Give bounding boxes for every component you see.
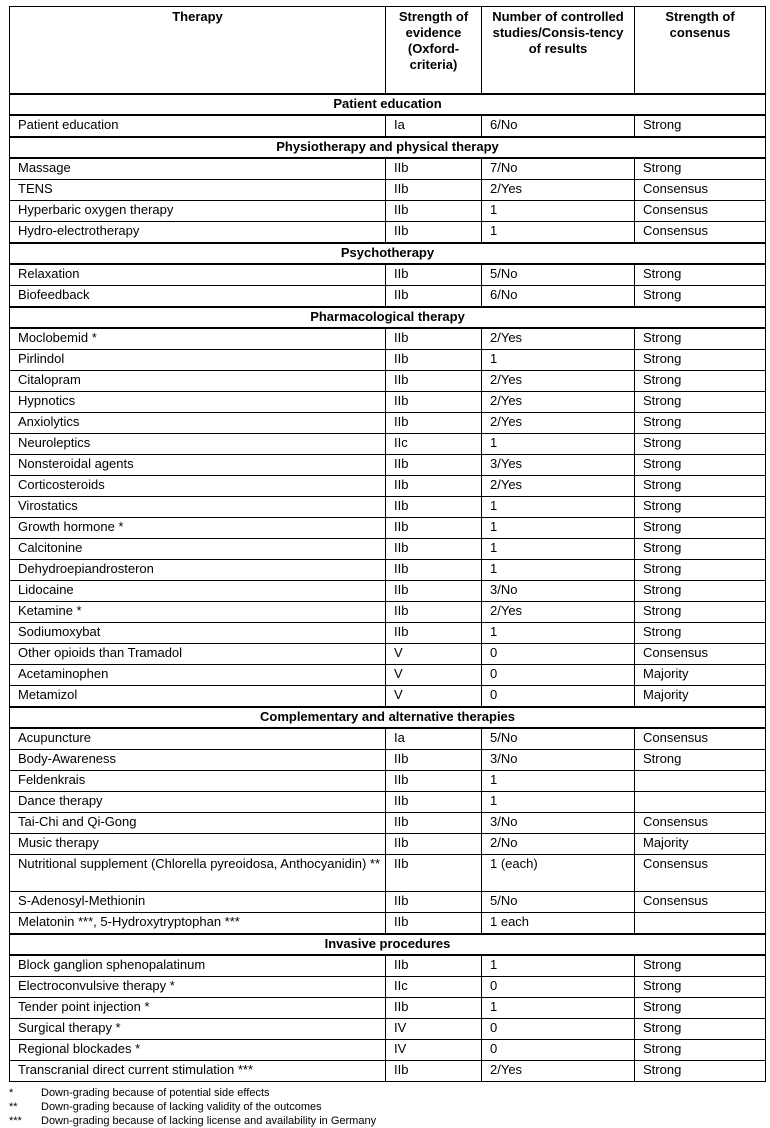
studies-cell: 2/Yes xyxy=(482,371,635,392)
evidence-cell: IIb xyxy=(386,834,482,855)
section-title: Pharmacological therapy xyxy=(10,307,766,328)
section-header-row xyxy=(10,243,766,264)
table-row xyxy=(10,264,766,286)
table-row xyxy=(10,476,766,497)
section-title: Psychotherapy xyxy=(10,243,766,264)
evidence-cell: IIb xyxy=(386,998,482,1019)
evidence-cell: Ia xyxy=(386,728,482,750)
consensus-cell: Consensus xyxy=(635,728,766,750)
table-row xyxy=(10,686,766,708)
studies-cell: 1 xyxy=(482,623,635,644)
therapy-cell: Biofeedback xyxy=(10,286,386,308)
evidence-cell: IIb xyxy=(386,813,482,834)
therapy-cell: Transcranial direct current stimulation *** xyxy=(10,1061,386,1082)
therapy-cell: Massage xyxy=(10,158,386,180)
consensus-cell: Strong xyxy=(635,623,766,644)
studies-cell: 1 xyxy=(482,771,635,792)
table-row xyxy=(10,180,766,201)
table-row xyxy=(10,455,766,476)
evidence-cell: IIb xyxy=(386,371,482,392)
evidence-cell: IIb xyxy=(386,392,482,413)
table-row xyxy=(10,1061,766,1082)
therapy-cell: Dehydroepiandrosteron xyxy=(10,560,386,581)
evidence-cell: IIb xyxy=(386,201,482,222)
table-row xyxy=(10,913,766,935)
table-row xyxy=(10,665,766,686)
evidence-cell: IIb xyxy=(386,413,482,434)
therapy-cell: Anxiolytics xyxy=(10,413,386,434)
evidence-cell: IV xyxy=(386,1019,482,1040)
footnote xyxy=(9,1100,765,1114)
consensus-cell: Strong xyxy=(635,1019,766,1040)
studies-cell: 5/No xyxy=(482,264,635,286)
table-row xyxy=(10,602,766,623)
studies-cell: 0 xyxy=(482,1040,635,1061)
consensus-cell: Strong xyxy=(635,434,766,455)
consensus-cell: Strong xyxy=(635,264,766,286)
footnote-mark: * xyxy=(9,1087,14,1099)
evidence-cell: IIb xyxy=(386,913,482,935)
table-row xyxy=(10,813,766,834)
evidence-cell: IIb xyxy=(386,623,482,644)
studies-cell: 0 xyxy=(482,686,635,708)
consensus-cell: Consensus xyxy=(635,201,766,222)
consensus-cell: Strong xyxy=(635,602,766,623)
studies-cell: 1 xyxy=(482,518,635,539)
therapy-cell: Neuroleptics xyxy=(10,434,386,455)
studies-cell: 2/Yes xyxy=(482,328,635,350)
table-row xyxy=(10,158,766,180)
table-row xyxy=(10,539,766,560)
studies-cell: 1 xyxy=(482,434,635,455)
consensus-cell: Strong xyxy=(635,560,766,581)
evidence-cell: IIb xyxy=(386,264,482,286)
therapy-cell: Citalopram xyxy=(10,371,386,392)
section-header-row xyxy=(10,137,766,158)
evidence-cell: V xyxy=(386,665,482,686)
therapy-cell: Block ganglion sphenopalatinum xyxy=(10,955,386,977)
table-row xyxy=(10,644,766,665)
evidence-cell: IIc xyxy=(386,434,482,455)
consensus-cell: Majority xyxy=(635,834,766,855)
studies-cell: 1 xyxy=(482,998,635,1019)
studies-cell: 1 xyxy=(482,497,635,518)
header-strength-of-consensus: Strength of consenus xyxy=(635,7,766,95)
therapy-cell: Moclobemid * xyxy=(10,328,386,350)
therapy-cell: Music therapy xyxy=(10,834,386,855)
evidence-cell: IIb xyxy=(386,476,482,497)
therapy-cell: Lidocaine xyxy=(10,581,386,602)
table-row xyxy=(10,955,766,977)
section-header-row xyxy=(10,307,766,328)
studies-cell: 2/Yes xyxy=(482,413,635,434)
table-row xyxy=(10,392,766,413)
consensus-cell: Strong xyxy=(635,455,766,476)
evidence-cell: IIb xyxy=(386,455,482,476)
table-row xyxy=(10,792,766,813)
therapy-cell: Calcitonine xyxy=(10,539,386,560)
table-row xyxy=(10,855,766,892)
evidence-cell: IIc xyxy=(386,977,482,998)
table-row xyxy=(10,560,766,581)
studies-cell: 2/Yes xyxy=(482,180,635,201)
therapy-cell: Tai-Chi and Qi-Gong xyxy=(10,813,386,834)
footnote-mark: *** xyxy=(9,1115,22,1127)
consensus-cell xyxy=(635,792,766,813)
footnote-text: Down-grading because of lacking license and availability in Germany xyxy=(41,1115,377,1127)
consensus-cell: Strong xyxy=(635,581,766,602)
therapy-cell: Growth hormone * xyxy=(10,518,386,539)
consensus-cell: Consensus xyxy=(635,222,766,244)
evidence-cell: IIb xyxy=(386,602,482,623)
therapy-cell: Patient education xyxy=(10,115,386,137)
evidence-cell: IIb xyxy=(386,180,482,201)
consensus-cell: Strong xyxy=(635,1040,766,1061)
therapy-cell: Other opioids than Tramadol xyxy=(10,644,386,665)
studies-cell: 0 xyxy=(482,1019,635,1040)
table-row xyxy=(10,434,766,455)
evidence-cell: IIb xyxy=(386,892,482,913)
footnote xyxy=(9,1114,765,1128)
section-header-row xyxy=(10,934,766,955)
studies-cell: 1 xyxy=(482,350,635,371)
studies-cell: 1 xyxy=(482,222,635,244)
evidence-cell: IIb xyxy=(386,1061,482,1082)
header-number-of-studies: Number of controlled studies/Consis-tency of results xyxy=(482,7,635,95)
evidence-cell: V xyxy=(386,686,482,708)
consensus-cell: Strong xyxy=(635,977,766,998)
table-row xyxy=(10,413,766,434)
evidence-table xyxy=(9,6,766,1082)
studies-cell: 2/Yes xyxy=(482,602,635,623)
evidence-cell: IIb xyxy=(386,581,482,602)
studies-cell: 0 xyxy=(482,665,635,686)
therapy-cell: Electroconvulsive therapy * xyxy=(10,977,386,998)
consensus-cell: Majority xyxy=(635,686,766,708)
therapy-cell: Hydro-electrotherapy xyxy=(10,222,386,244)
table-row xyxy=(10,1040,766,1061)
studies-cell: 1 xyxy=(482,560,635,581)
therapy-cell: Virostatics xyxy=(10,497,386,518)
evidence-cell: IV xyxy=(386,1040,482,1061)
evidence-cell: IIb xyxy=(386,328,482,350)
studies-cell: 2/Yes xyxy=(482,392,635,413)
therapy-cell: Nonsteroidal agents xyxy=(10,455,386,476)
consensus-cell: Strong xyxy=(635,328,766,350)
therapy-cell: Melatonin ***, 5-Hydroxytryptophan *** xyxy=(10,913,386,935)
evidence-cell: V xyxy=(386,644,482,665)
table-row xyxy=(10,115,766,137)
footnote-mark: ** xyxy=(9,1101,18,1113)
therapy-cell: Metamizol xyxy=(10,686,386,708)
studies-cell: 1 xyxy=(482,539,635,560)
table-body xyxy=(10,94,766,1082)
consensus-cell xyxy=(635,913,766,935)
studies-cell: 0 xyxy=(482,977,635,998)
table-row xyxy=(10,222,766,244)
studies-cell: 0 xyxy=(482,644,635,665)
consensus-cell: Strong xyxy=(635,1061,766,1082)
therapy-cell: Sodiumoxybat xyxy=(10,623,386,644)
consensus-cell: Strong xyxy=(635,115,766,137)
therapy-cell: Body-Awareness xyxy=(10,750,386,771)
table-row xyxy=(10,623,766,644)
studies-cell: 5/No xyxy=(482,892,635,913)
consensus-cell: Strong xyxy=(635,497,766,518)
therapy-cell: Acetaminophen xyxy=(10,665,386,686)
evidence-cell: IIb xyxy=(386,350,482,371)
table-row xyxy=(10,581,766,602)
evidence-cell: IIb xyxy=(386,158,482,180)
studies-cell: 1 (each) xyxy=(482,855,635,892)
studies-cell: 3/No xyxy=(482,750,635,771)
header-strength-of-evidence: Strength of evidence (Oxford-criteria) xyxy=(386,7,482,95)
evidence-cell: IIb xyxy=(386,792,482,813)
studies-cell: 1 xyxy=(482,201,635,222)
studies-cell: 3/Yes xyxy=(482,455,635,476)
therapy-cell: Pirlindol xyxy=(10,350,386,371)
studies-cell: 5/No xyxy=(482,728,635,750)
studies-cell: 2/No xyxy=(482,834,635,855)
evidence-document xyxy=(9,6,765,1128)
studies-cell: 3/No xyxy=(482,813,635,834)
consensus-cell: Strong xyxy=(635,413,766,434)
consensus-cell: Strong xyxy=(635,158,766,180)
therapy-cell: Feldenkrais xyxy=(10,771,386,792)
therapy-cell: Hyperbaric oxygen therapy xyxy=(10,201,386,222)
consensus-cell xyxy=(635,771,766,792)
therapy-cell: Hypnotics xyxy=(10,392,386,413)
table-row xyxy=(10,497,766,518)
therapy-cell: Relaxation xyxy=(10,264,386,286)
consensus-cell: Consensus xyxy=(635,855,766,892)
studies-cell: 1 xyxy=(482,792,635,813)
section-title: Patient education xyxy=(10,94,766,115)
table-row xyxy=(10,834,766,855)
footnote-text: Down-grading because of lacking validity of the outcomes xyxy=(41,1101,322,1113)
consensus-cell: Strong xyxy=(635,998,766,1019)
table-row xyxy=(10,328,766,350)
studies-cell: 6/No xyxy=(482,115,635,137)
evidence-cell: IIb xyxy=(386,539,482,560)
section-title: Physiotherapy and physical therapy xyxy=(10,137,766,158)
evidence-cell: IIb xyxy=(386,497,482,518)
therapy-cell: Surgical therapy * xyxy=(10,1019,386,1040)
therapy-cell: Tender point injection * xyxy=(10,998,386,1019)
table-row xyxy=(10,771,766,792)
footnote xyxy=(9,1086,765,1100)
consensus-cell: Consensus xyxy=(635,813,766,834)
consensus-cell: Strong xyxy=(635,350,766,371)
studies-cell: 6/No xyxy=(482,286,635,308)
section-title: Invasive procedures xyxy=(10,934,766,955)
consensus-cell: Strong xyxy=(635,286,766,308)
studies-cell: 1 each xyxy=(482,913,635,935)
therapy-cell: Corticosteroids xyxy=(10,476,386,497)
evidence-cell: IIb xyxy=(386,855,482,892)
header-row xyxy=(10,7,766,95)
consensus-cell: Strong xyxy=(635,955,766,977)
therapy-cell: Acupuncture xyxy=(10,728,386,750)
consensus-cell: Strong xyxy=(635,539,766,560)
evidence-cell: IIb xyxy=(386,560,482,581)
studies-cell: 7/No xyxy=(482,158,635,180)
table-row xyxy=(10,201,766,222)
consensus-cell: Strong xyxy=(635,392,766,413)
table-row xyxy=(10,728,766,750)
therapy-cell: S-Adenosyl-Methionin xyxy=(10,892,386,913)
consensus-cell: Strong xyxy=(635,518,766,539)
consensus-cell: Consensus xyxy=(635,644,766,665)
table-row xyxy=(10,998,766,1019)
evidence-cell: IIb xyxy=(386,955,482,977)
consensus-cell: Consensus xyxy=(635,892,766,913)
therapy-cell: Nutritional supplement (Chlorella pyreoidosa, Anthocyanidin) ** xyxy=(10,855,386,892)
footnotes xyxy=(9,1086,765,1128)
evidence-cell: Ia xyxy=(386,115,482,137)
therapy-cell: TENS xyxy=(10,180,386,201)
therapy-cell: Ketamine * xyxy=(10,602,386,623)
studies-cell: 1 xyxy=(482,955,635,977)
header-therapy: Therapy xyxy=(10,7,386,95)
table-row xyxy=(10,286,766,308)
studies-cell: 2/Yes xyxy=(482,476,635,497)
evidence-cell: IIb xyxy=(386,286,482,308)
studies-cell: 3/No xyxy=(482,581,635,602)
evidence-cell: IIb xyxy=(386,771,482,792)
table-row xyxy=(10,977,766,998)
consensus-cell: Majority xyxy=(635,665,766,686)
evidence-cell: IIb xyxy=(386,222,482,244)
footnote-text: Down-grading because of potential side effects xyxy=(41,1087,270,1099)
section-header-row xyxy=(10,707,766,728)
section-title: Complementary and alternative therapies xyxy=(10,707,766,728)
evidence-cell: IIb xyxy=(386,518,482,539)
consensus-cell: Strong xyxy=(635,476,766,497)
table-row xyxy=(10,892,766,913)
therapy-cell: Dance therapy xyxy=(10,792,386,813)
table-row xyxy=(10,518,766,539)
consensus-cell: Strong xyxy=(635,371,766,392)
consensus-cell: Consensus xyxy=(635,180,766,201)
consensus-cell: Strong xyxy=(635,750,766,771)
table-row xyxy=(10,1019,766,1040)
studies-cell: 2/Yes xyxy=(482,1061,635,1082)
therapy-cell: Regional blockades * xyxy=(10,1040,386,1061)
evidence-cell: IIb xyxy=(386,750,482,771)
section-header-row xyxy=(10,94,766,115)
table-row xyxy=(10,350,766,371)
table-row xyxy=(10,371,766,392)
table-row xyxy=(10,750,766,771)
